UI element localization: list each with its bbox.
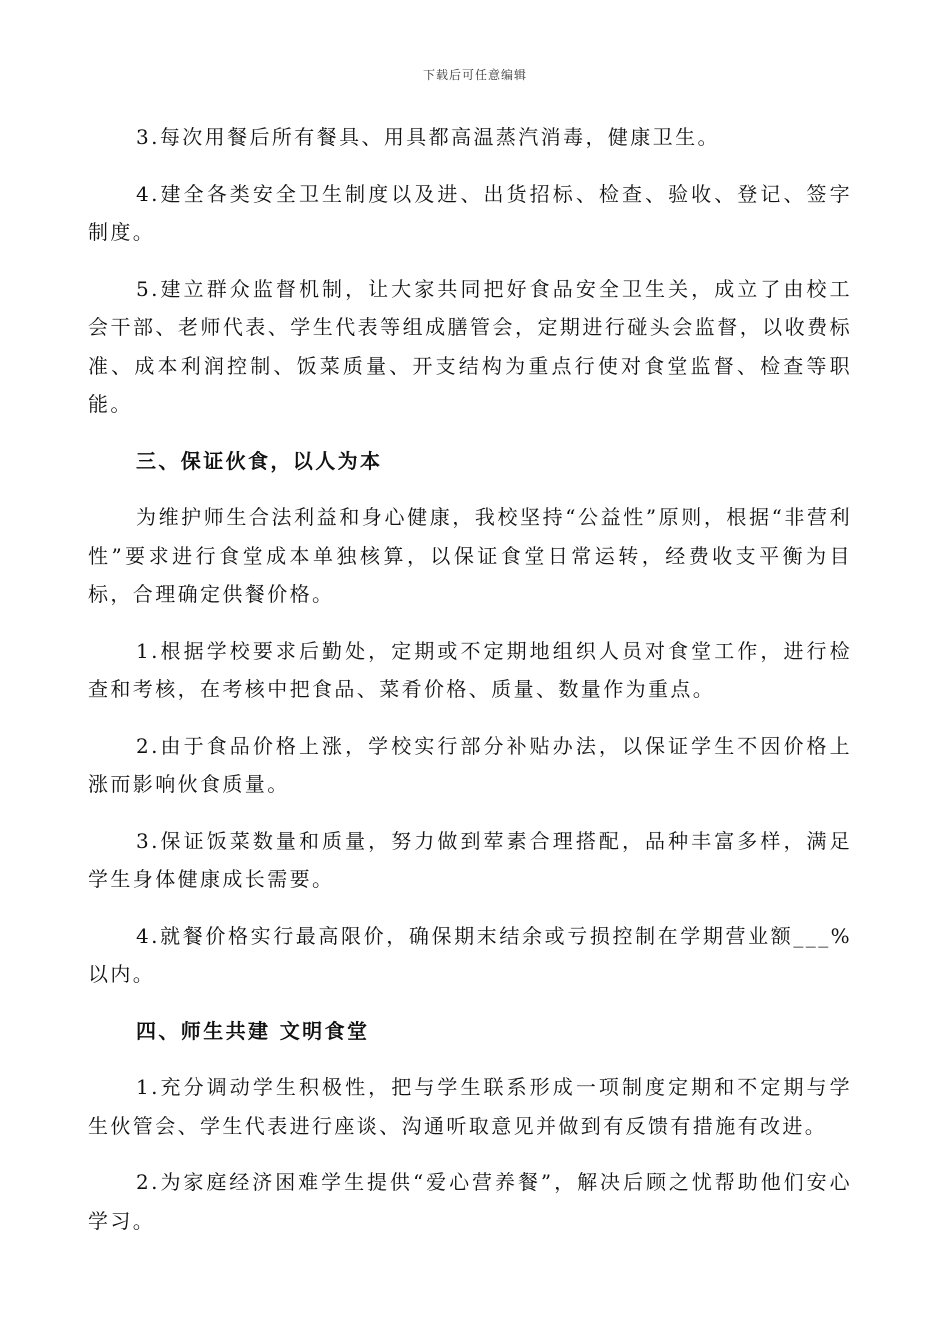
header-note: 下载后可任意编辑	[422, 68, 527, 82]
paragraph-inspection: 1.根据学校要求后勤处，定期或不定期地组织人员对食堂工作，进行检查和考核，在考核中把食品、菜肴价格、质量、数量作为重点。	[88, 638, 852, 701]
paragraph-student-engagement: 1.充分调动学生积极性，把与学生联系形成一项制度定期和不定期与学生伙管会、学生代表进行座谈、沟通听取意见并做到有反馈有措施有改进。	[88, 1075, 852, 1138]
paragraph-food-quality: 3.保证饭菜数量和质量，努力做到荤素合理搭配，品种丰富多样，满足学生身体健康成长需要。	[88, 828, 852, 891]
section-heading-3: 三、保证伙食，以人为本	[136, 448, 383, 473]
paragraph-subsidy: 2.由于食品价格上涨，学校实行部分补贴办法，以保证学生不因价格上涨而影响伙食质量。	[88, 733, 852, 796]
paragraph-love-meal: 2.为家庭经济困难学生提供“爱心营养餐”，解决后顾之忧帮助他们安心学习。	[88, 1170, 852, 1233]
paragraph-public-welfare: 为维护师生合法利益和身心健康，我校坚持“公益性”原则，根据“非营利性”要求进行食堂成本单独核算，以保证食堂日常运转，经费收支平衡为目标，合理确定供餐价格。	[88, 505, 852, 606]
section-heading-4: 四、师生共建 文明食堂	[136, 1018, 370, 1043]
document-body	[88, 118, 852, 1258]
paragraph-price-limit: 4.就餐价格实行最高限价，确保期末结余或亏损控制在学期营业额___%以内。	[88, 923, 852, 986]
paragraph-supervision: 5.建立群众监督机制，让大家共同把好食品安全卫生关，成立了由校工会干部、老师代表、学生代表等组成膳管会，定期进行碰头会监督，以收费标准、成本利润控制、饭菜质量、开支结构为重点行使对食堂监督、检查等职能。	[88, 276, 852, 416]
paragraph-safety-rules: 4.建全各类安全卫生制度以及进、出货招标、检查、验收、登记、签字制度。	[88, 181, 852, 244]
paragraph-meal-disinfection: 3.每次用餐后所有餐具、用具都高温蒸汽消毒，健康卫生。	[136, 125, 720, 149]
